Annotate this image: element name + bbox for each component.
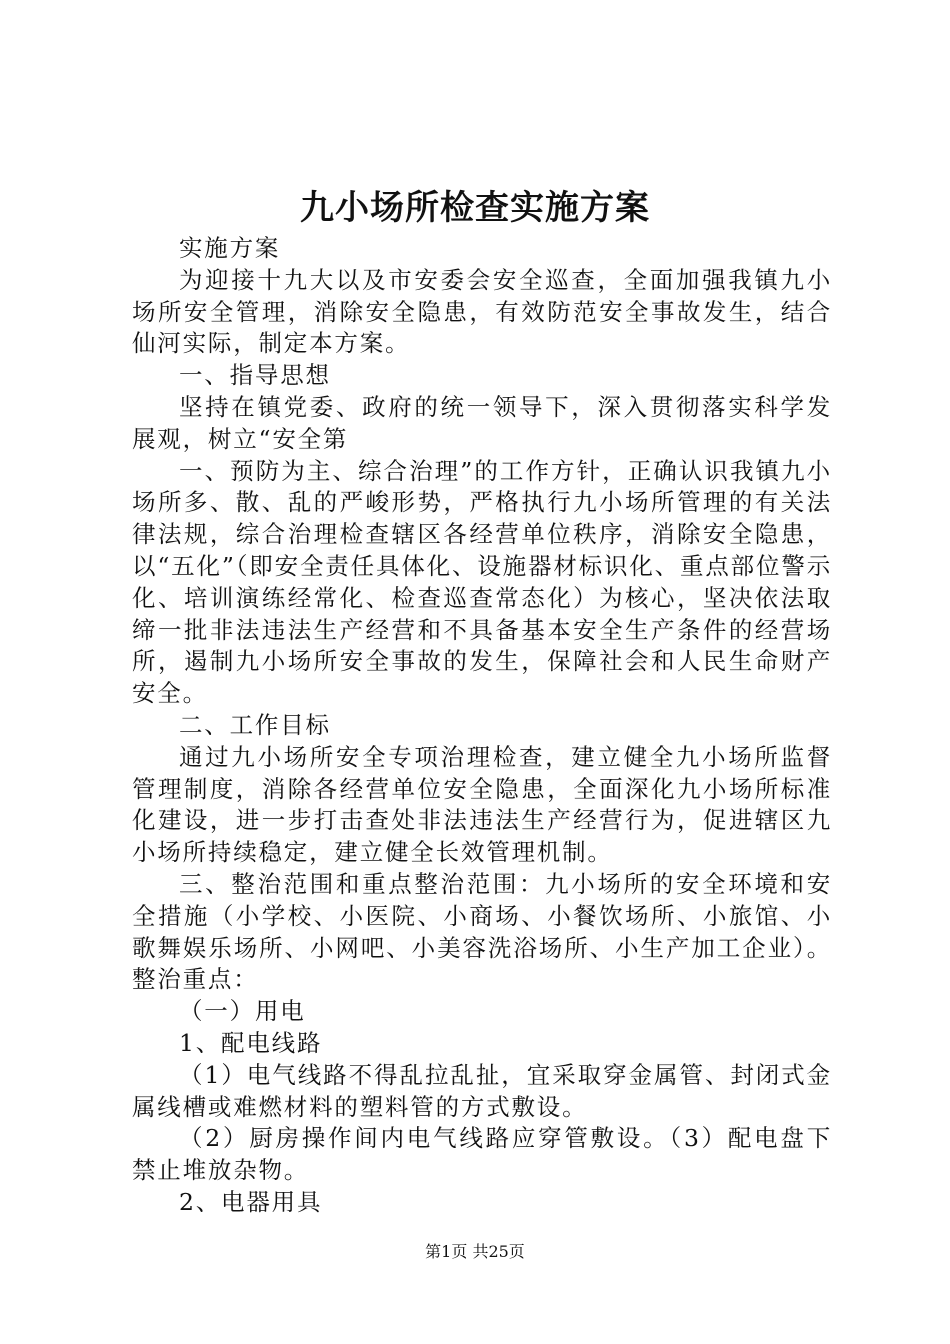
document-body	[132, 233, 832, 1219]
list-item: （1）电气线路不得乱拉乱扯，宜采取穿金属管、封闭式金属线槽或难燃材料的塑料管的方式敷设。	[132, 1060, 832, 1121]
section-heading-guiding-thought: 一、指导思想	[179, 361, 331, 390]
item-heading-wiring: 1、配电线路	[179, 1028, 323, 1057]
document-title: 九小场所检查实施方案	[300, 188, 650, 228]
paragraph: 一、预防为主、综合治理”的工作方针，正确认识我镇九小场所多、散、乱的严峻形势，严格执行九小场所管理的有关法律法规，综合治理检查辖区各经营单位秩序，消除安全隐患，以“五化”（即安全责任具体化、设施器材标识化、重点部位警示化、培训演练经常化、检查巡查常态化）为核心，坚决依法取缔一批非法违法生产经营和不具备基本安全生产条件的经营场所，遏制九小场所安全事故的发生，保障社会和人民生命财产安全。	[132, 456, 832, 708]
page-number-footer: 第1页 共25页	[425, 1242, 525, 1261]
paragraph: 通过九小场所安全专项治理检查，建立健全九小场所监督管理制度，消除各经营单位安全隐患，全面深化九小场所标准化建设，进一步打击查处非法违法生产经营行为，促进辖区九小场所持续稳定，建立健全长效管理机制。	[132, 742, 832, 867]
paragraph: 坚持在镇党委、政府的统一领导下，深入贯彻落实科学发展观，树立“安全第	[132, 392, 832, 453]
subsection-heading-electricity: （一）用电	[179, 997, 306, 1026]
section-heading-work-goals: 二、工作目标	[179, 710, 331, 739]
paragraph-heading: 实施方案	[179, 234, 281, 262]
list-item: （2）厨房操作间内电气线路应穿管敷设。（3）配电盘下禁止堆放杂物。	[132, 1124, 832, 1185]
paragraph-intro: 为迎接十九大以及市安委会安全巡查，全面加强我镇九小场所安全管理，消除安全隐患，有效防范安全事故发生，结合仙河实际，制定本方案。	[132, 265, 832, 358]
section-heading-scope: 三、整治范围和重点整治范围：九小场所的安全环境和安全措施（小学校、小医院、小商场、小餐饮场所、小旅馆、小歌舞娱乐场所、小网吧、小美容洗浴场所、小生产加工企业）。整治重点：	[132, 869, 832, 994]
item-heading-appliances: 2、电器用具	[179, 1187, 323, 1216]
